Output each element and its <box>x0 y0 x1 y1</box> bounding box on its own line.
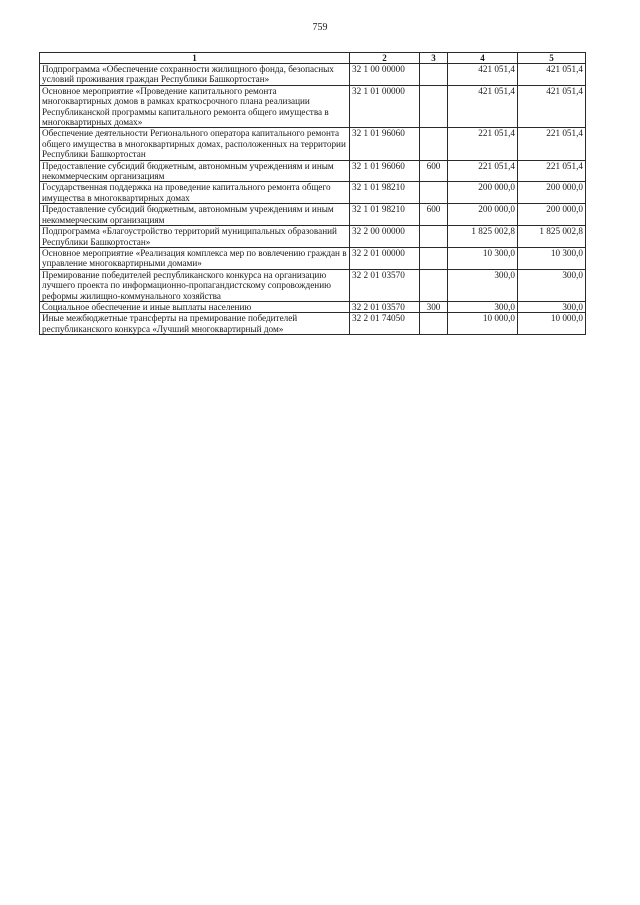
row-code: 32 2 01 03570 <box>350 301 420 312</box>
row-expense-type <box>420 313 448 335</box>
row-expense-type <box>420 269 448 301</box>
table-header <box>40 53 586 64</box>
row-amount-col4: 221 051,4 <box>448 160 518 182</box>
row-code: 32 2 00 00000 <box>350 226 420 248</box>
row-amount-col5: 10 000,0 <box>518 313 586 335</box>
row-expense-type: 300 <box>420 301 448 312</box>
row-amount-col5: 200 000,0 <box>518 204 586 226</box>
row-amount-col5: 200 000,0 <box>518 182 586 204</box>
row-amount-col5: 10 300,0 <box>518 247 586 269</box>
row-name: Предоставление субсидий бюджетным, автономным учреждениям и иным некоммерческим организациям <box>40 204 350 226</box>
table-row <box>40 85 586 128</box>
row-amount-col5: 221 051,4 <box>518 160 586 182</box>
row-expense-type <box>420 128 448 160</box>
row-name: Иные межбюджетные трансферты на премирование победителей республиканского конкурса «Лучший многоквартирный дом» <box>40 313 350 335</box>
row-amount-col5: 1 825 002,8 <box>518 226 586 248</box>
row-amount-col4: 10 300,0 <box>448 247 518 269</box>
header-row <box>40 53 586 64</box>
row-amount-col4: 200 000,0 <box>448 182 518 204</box>
row-expense-type <box>420 182 448 204</box>
table-row <box>40 128 586 160</box>
row-expense-type <box>420 226 448 248</box>
row-amount-col4: 300,0 <box>448 269 518 301</box>
header-col-4: 4 <box>448 53 518 64</box>
row-name: Подпрограмма «Обеспечение сохранности жилищного фонда, безопасных условий проживания граждан Республики Башкортостан» <box>40 64 350 86</box>
header-col-2: 2 <box>350 53 420 64</box>
table-row <box>40 226 586 248</box>
row-name: Предоставление субсидий бюджетным, автономным учреждениям и иным некоммерческим организациям <box>40 160 350 182</box>
table-row <box>40 301 586 312</box>
row-code: 32 2 01 74050 <box>350 313 420 335</box>
table-body <box>40 64 586 335</box>
table-row <box>40 204 586 226</box>
row-amount-col5: 421 051,4 <box>518 64 586 86</box>
row-amount-col4: 200 000,0 <box>448 204 518 226</box>
row-amount-col4: 1 825 002,8 <box>448 226 518 248</box>
row-code: 32 1 01 96060 <box>350 160 420 182</box>
table-row <box>40 247 586 269</box>
budget-table <box>39 52 586 335</box>
header-col-5: 5 <box>518 53 586 64</box>
row-amount-col4: 421 051,4 <box>448 85 518 128</box>
row-amount-col5: 300,0 <box>518 269 586 301</box>
row-amount-col5: 300,0 <box>518 301 586 312</box>
row-amount-col4: 10 000,0 <box>448 313 518 335</box>
row-code: 32 2 01 00000 <box>350 247 420 269</box>
header-col-3: 3 <box>420 53 448 64</box>
row-name: Социальное обеспечение и иные выплаты населению <box>40 301 350 312</box>
table-row <box>40 182 586 204</box>
row-name: Основное мероприятие «Реализация комплекса мер по вовлечению граждан в управление многоквартирными домами» <box>40 247 350 269</box>
row-expense-type <box>420 247 448 269</box>
row-amount-col4: 221 051,4 <box>448 128 518 160</box>
row-expense-type <box>420 85 448 128</box>
row-code: 32 2 01 03570 <box>350 269 420 301</box>
row-expense-type <box>420 64 448 86</box>
table-row <box>40 160 586 182</box>
row-name: Обеспечение деятельности Регионального оператора капитального ремонта общего имущества в многоквартирных домах, расположенных на территории Республики Башкортостан <box>40 128 350 160</box>
row-amount-col4: 421 051,4 <box>448 64 518 86</box>
row-code: 32 1 01 98210 <box>350 182 420 204</box>
row-code: 32 1 01 96060 <box>350 128 420 160</box>
row-expense-type: 600 <box>420 204 448 226</box>
header-col-1: 1 <box>40 53 350 64</box>
table-row <box>40 269 586 301</box>
row-name: Подпрограмма «Благоустройство территорий муниципальных образований Республики Башкортостан» <box>40 226 350 248</box>
row-code: 32 1 01 00000 <box>350 85 420 128</box>
row-amount-col4: 300,0 <box>448 301 518 312</box>
row-code: 32 1 01 98210 <box>350 204 420 226</box>
row-expense-type: 600 <box>420 160 448 182</box>
table-row <box>40 313 586 335</box>
row-name: Премирование победителей республиканского конкурса на организацию лучшего проекта по информационно-пропагандистскому сопровождению реформы жилищно-коммунального хозяйства <box>40 269 350 301</box>
row-amount-col5: 421 051,4 <box>518 85 586 128</box>
table-row <box>40 64 586 86</box>
row-code: 32 1 00 00000 <box>350 64 420 86</box>
row-name: Основное мероприятие «Проведение капитального ремонта многоквартирных домов в рамках краткосрочного плана реализации Республиканской программы капитального ремонта общего имущества в многоквартирных домах» <box>40 85 350 128</box>
row-amount-col5: 221 051,4 <box>518 128 586 160</box>
page-number: 759 <box>312 22 328 33</box>
row-name: Государственная поддержка на проведение капитального ремонта общего имущества в многоквартирных домах <box>40 182 350 204</box>
